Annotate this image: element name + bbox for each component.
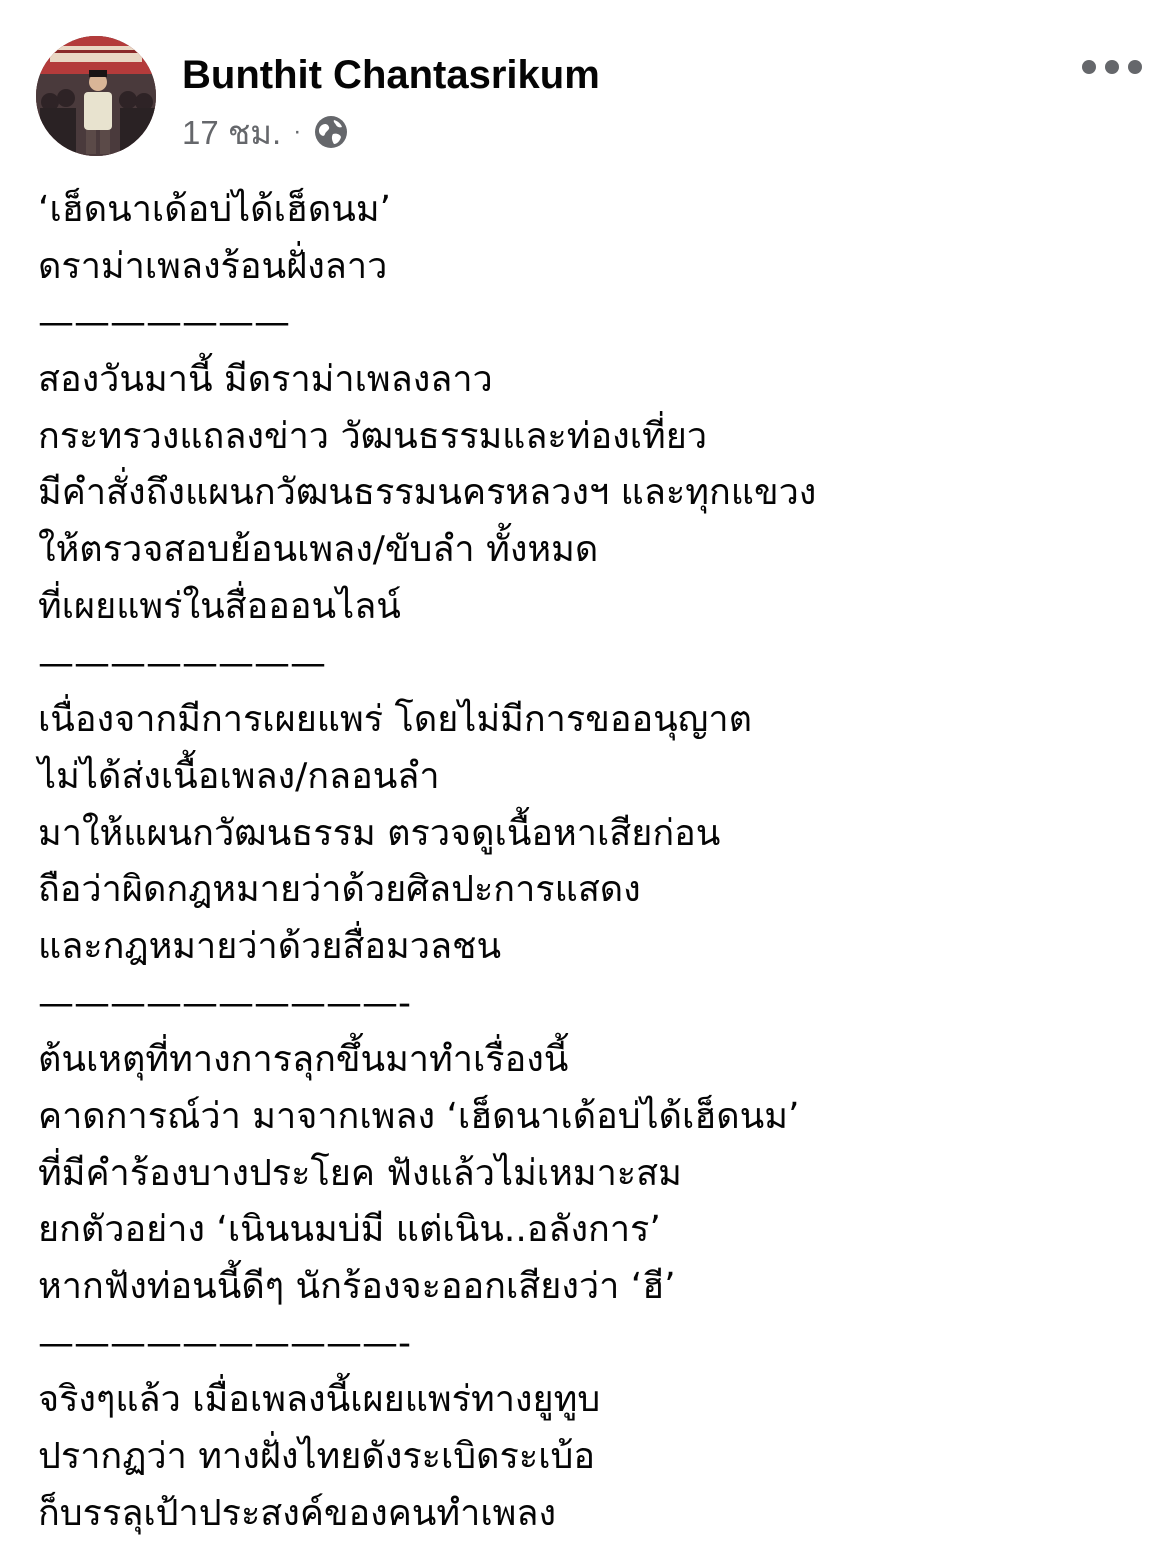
meta-separator: · [293, 118, 302, 145]
post-text-line: ‘เฮ็ดนาเด้อบ่ได้เฮ็ดนม’ [38, 189, 392, 230]
more-options-icon-dot [1082, 60, 1096, 74]
post-divider-line: ———————— [38, 642, 326, 684]
more-options-button[interactable] [1082, 52, 1142, 82]
post-body [38, 182, 1138, 1543]
post-header [0, 0, 1170, 170]
post-divider-line: ——————————- [38, 1322, 411, 1364]
post-text-line: เนื่องจากมีการเผยแพร่ โดยไม่มีการขออนุญาต [38, 699, 752, 741]
post-timestamp[interactable]: 17 ชม. [182, 113, 282, 151]
post-text-line: ให้ตรวจสอบย้อนเพลง/ขับลำ ทั้งหมด [38, 529, 599, 571]
post-text-line: ยกตัวอย่าง ‘เนินนมบ่มี แต่เนิน..อลังการ’ [38, 1209, 661, 1251]
more-options-icon-dot [1105, 60, 1119, 74]
post-text-line: ที่เผยแพร่ในสื่อออนไลน์ [38, 585, 401, 627]
post-text-line: หากฟังท่อนนี้ดีๆ นักร้องจะออกเสียงว่า ‘ฮี’ [38, 1266, 676, 1308]
post-divider-line: ——————— [38, 302, 290, 344]
post-text-line: ต้นเหตุที่ทางการลุกขึ้นมาทำเรื่องนี้ [38, 1039, 569, 1081]
post-text-line: ดราม่าเพลงร้อนฝั่งลาว [38, 245, 388, 287]
author-name[interactable]: Bunthit Chantasrikum [182, 53, 600, 97]
post-meta [182, 110, 349, 154]
globe-icon[interactable] [313, 114, 349, 150]
post-text-line: มีคำสั่งถึงแผนกวัฒนธรรมนครหลวงฯ และทุกแขวง [38, 472, 817, 514]
avatar-photo [36, 36, 156, 156]
more-options-icon-dot [1128, 60, 1142, 74]
post-text-line: และกฎหมายว่าด้วยสื่อมวลชน [38, 925, 502, 967]
post-text-line: มาให้แผนกวัฒนธรรม ตรวจดูเนื้อหาเสียก่อน [38, 812, 721, 854]
post-text-line: กระทรวงแถลงข่าว วัฒนธรรมและท่องเที่ยว [38, 415, 708, 457]
post-text-line: จริงๆแล้ว เมื่อเพลงนี้เผยแพร่ทางยูทูบ [38, 1379, 601, 1421]
profile-avatar[interactable] [36, 36, 156, 156]
post-text-line: สองวันมานี้ มีดราม่าเพลงลาว [38, 359, 493, 401]
post-text-line: ไม่ได้ส่งเนื้อเพลง/กลอนลำ [38, 755, 440, 797]
post-text-line: คาดการณ์ว่า มาจากเพลง ‘เฮ็ดนาเด้อบ่ได้เฮ็ดนม’ [38, 1096, 800, 1137]
post-text-line: ก็บรรลุเป้าประสงค์ของคนทำเพลง [38, 1492, 557, 1534]
post-divider-line: ——————————- [38, 982, 411, 1024]
post-text-line: ถือว่าผิดกฎหมายว่าด้วยศิลปะการแสดง [38, 869, 641, 911]
post-text-line: ที่มีคำร้องบางประโยค ฟังแล้วไม่เหมาะสม [38, 1152, 682, 1194]
post-text-line: ปรากฏว่า ทางฝั่งไทยดังระเบิดระเบ้อ [38, 1436, 595, 1478]
